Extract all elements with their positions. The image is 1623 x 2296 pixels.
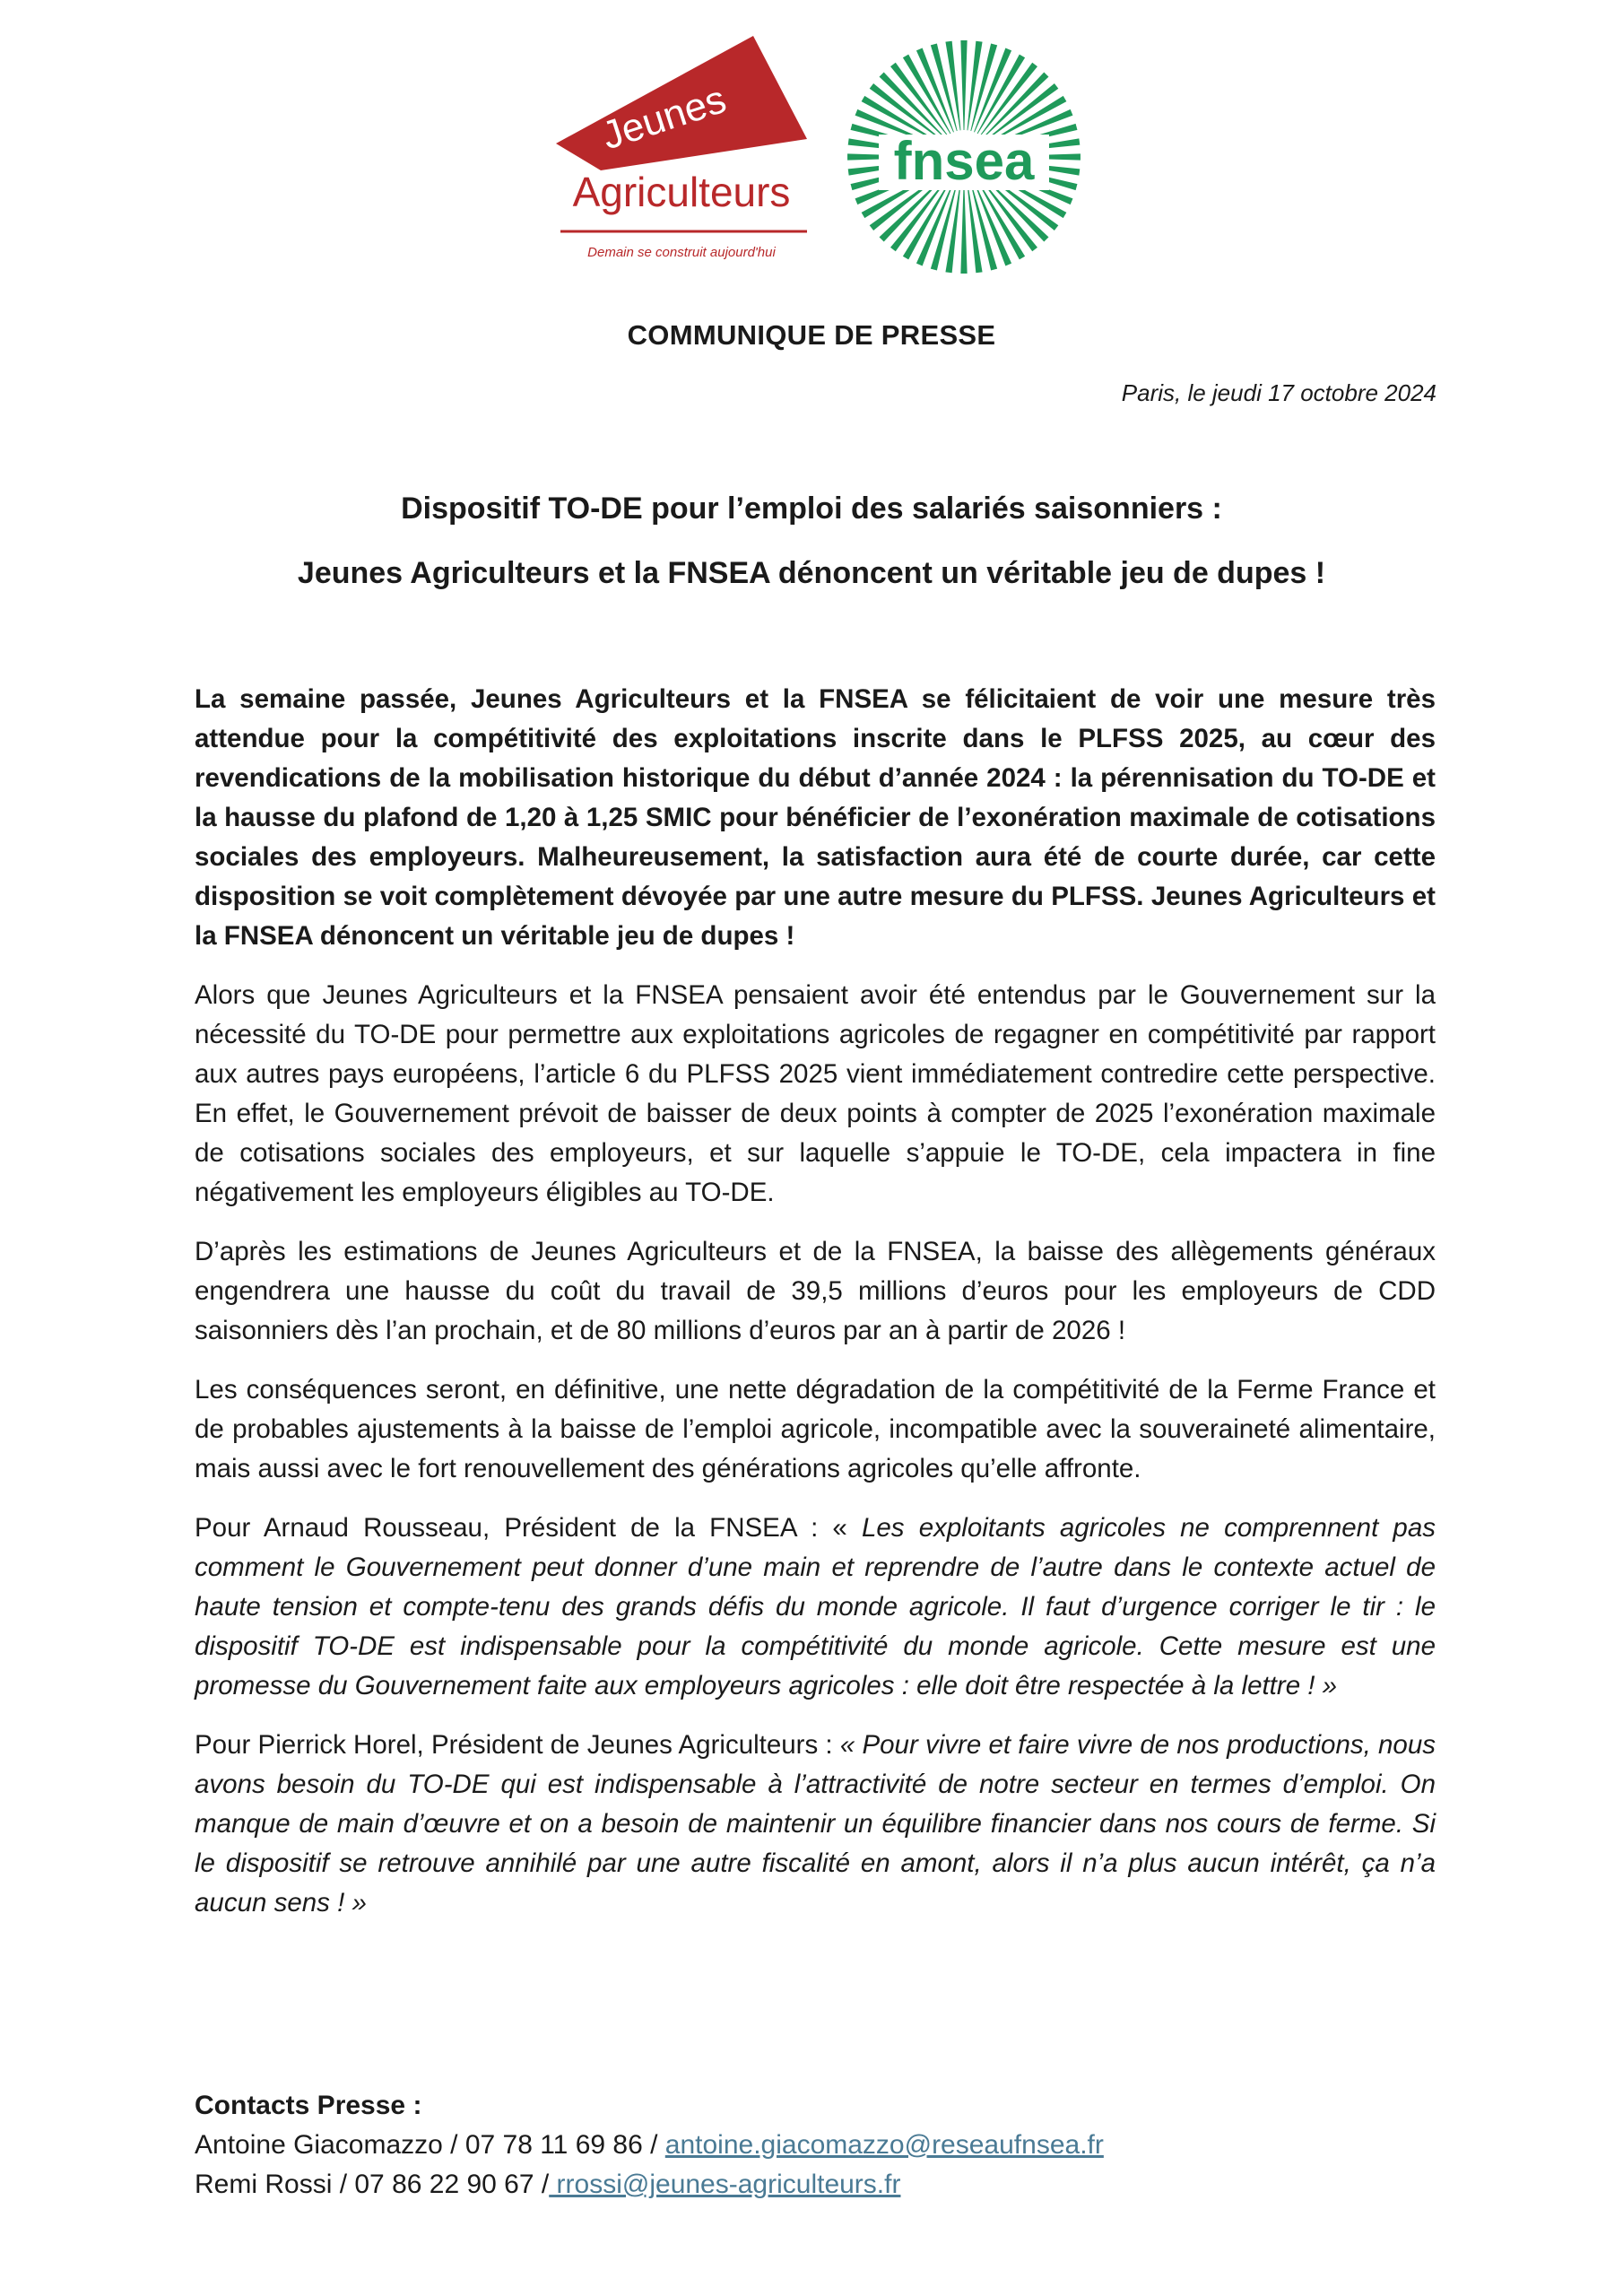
contact-1-email-link[interactable]: antoine.giacomazzo@reseaufnsea.fr: [664, 2130, 1104, 2160]
contact-2-email-link[interactable]: rrossi@jeunes-agriculteurs.fr: [549, 2170, 901, 2199]
paragraph-2: Alors que Jeunes Agriculteurs et la FNSEA pensaient avoir été entendus par le Gouvernement sur la nécessité du TO-DE pour permettre aux exploitations agricoles de regagner en compétitivité par rapport aux autres pays européens, l’article 6 du PLFSS 2025 vient immédiatement contredire cette perspective. En effet, le Gouvernement prévoit de baisser de deux points à compter de 2025 l’exonération maximale de cotisations sociales des employeurs, et sur laquelle s’appuie le TO-DE, cela impactera in fine négativement les employeurs éligibles au TO-DE.: [195, 980, 1436, 1207]
contact-row-1: [195, 2126, 1104, 2165]
ja-word-jeunes: Jeunes: [596, 76, 732, 159]
headline-line-2: Jeunes Agriculteurs et la FNSEA dénoncent un véritable jeu de dupes !: [297, 556, 1326, 590]
fnsea-ray: [960, 184, 967, 274]
fnsea-logo: [843, 36, 1085, 278]
jeunes-agriculteurs-logo: [547, 36, 816, 269]
document-kicker: COMMUNIQUE DE PRESSE: [627, 319, 996, 351]
horel-attribution: Pour Pierrick Horel, Président de Jeunes Agriculteurs :: [195, 1730, 840, 1760]
fnsea-wordmark: fnsea: [893, 131, 1035, 191]
lead-paragraph: La semaine passée, Jeunes Agriculteurs et la FNSEA se félicitaient de voir une mesure très attendue pour la compétitivité des exploitations inscrite dans le PLFSS 2025, au cœur des revendications de la mobilisation historique du début d’année 2024 : la pérennisation du TO-DE et la hausse du plafond de 1,20 à 1,25 SMIC pour bénéficier de l’exonération maximale de cotisations sociales des employeurs. Malheureusement, la satisfaction aura été de courte durée, car cette disposition se voit complètement dévoyée par une autre mesure du PLFSS. Jeunes Agriculteurs et la FNSEA dénoncent un véritable jeu de dupes !: [195, 684, 1436, 951]
rousseau-quote: Les exploitants agricoles ne comprennent pas comment le Gouvernement peut donner d’une main et reprendre de l’autre dans le contexte actuel de haute tension et compte-tenu des grands défis du monde agricole. Il faut d’urgence corriger le tir : le dispositif TO-DE est indispensable pour la compétitivité du monde agricole. Cette mesure est une promesse du Gouvernement faite aux employeurs agricoles : elle doit être respectée à la lettre ! »: [195, 1513, 1436, 1700]
press-contacts: [195, 2086, 1104, 2205]
logo-bar: [547, 36, 1085, 278]
paragraph-4: Les conséquences seront, en définitive, une nette dégradation de la compétitivité de la Ferme France et de probables ajustements à la baisse de l’emploi agricole, incompatible avec la souveraineté alimentaire, mais aussi avec le fort renouvellement des générations agricoles qu’elle affronte.: [195, 1375, 1436, 1483]
fnsea-ray: [960, 40, 967, 130]
contact-1-details: Antoine Giacomazzo / 07 78 11 69 86 /: [195, 2130, 665, 2160]
rousseau-attribution: Pour Arnaud Rousseau, Président de la FNSEA : «: [195, 1513, 862, 1543]
contact-row-2: [195, 2165, 1104, 2205]
quote-paragraph-horel: [195, 1726, 1436, 1923]
ja-tagline: Demain se construit aujourd'hui: [587, 245, 776, 260]
dateline: Paris, le jeudi 17 octobre 2024: [1121, 379, 1436, 406]
paragraph-3: D’après les estimations de Jeunes Agriculteurs et de la FNSEA, la baisse des allègements généraux engendrera une hausse du coût du travail de 39,5 millions d’euros pour les employeurs de CDD saisonniers dès l’an prochain, et de 80 millions d’euros par an à partir de 2026 !: [195, 1237, 1436, 1345]
article-body: [195, 680, 1436, 1943]
headline-line-1: Dispositif TO-DE pour l’emploi des salariés saisonniers :: [401, 491, 1222, 526]
contacts-heading: Contacts Presse :: [195, 2091, 422, 2120]
ja-word-agriculteurs: Agriculteurs: [572, 169, 791, 215]
horel-quote: « Pour vivre et faire vivre de nos productions, nous avons besoin du TO-DE qui est indispensable à l’attractivité de notre secteur en termes d’emploi. On manque de main d’œuvre et on a besoin de maintenir un équilibre financier dans nos cours de ferme. Si le dispositif se retrouve annihilé par une autre fiscalité en amont, alors il n’a plus aucun intérêt, ça n’a aucun sens ! »: [195, 1730, 1436, 1918]
contact-2-details: Remi Rossi / 07 86 22 90 67 /: [195, 2170, 550, 2199]
quote-paragraph-rousseau: [195, 1509, 1436, 1706]
